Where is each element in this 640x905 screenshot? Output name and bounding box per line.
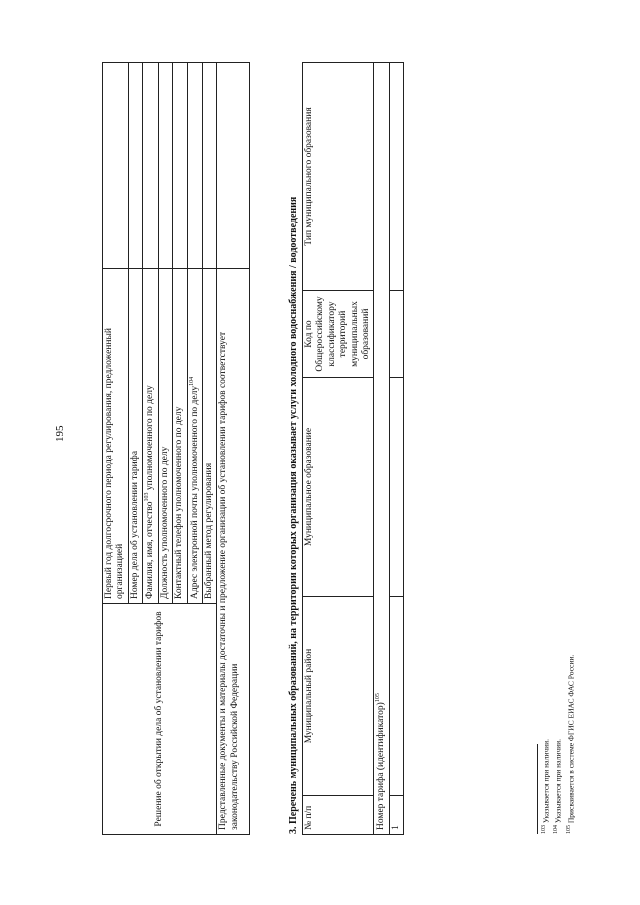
- phone-label: Контактный телефон уполномоченного по делу: [173, 269, 187, 604]
- cell: [389, 597, 403, 796]
- footnote-ref: 104: [188, 376, 195, 386]
- col-header-oktmo: Код по Общероссийскому классификатору территорий муниципальных образований: [303, 291, 374, 378]
- email-value: [187, 63, 203, 269]
- col-header-num: № п/п: [303, 796, 374, 835]
- col-header-type: Тип муниципального образования: [303, 63, 374, 291]
- footnote-item: [540, 655, 552, 834]
- documents-value: [217, 63, 250, 269]
- full-name-label: [143, 269, 159, 604]
- municipalities-table: [302, 62, 404, 835]
- footnote-text: Присваивается в системе ФГИС ЕИАС ФАС России.: [566, 654, 576, 825]
- section-title: 3. Перечень муниципальных образований, на территории которых организация оказывает услуги холодного водоснабжения / водоотведения: [288, 196, 299, 834]
- footnote-text: Указывается при наличии.: [553, 738, 563, 825]
- footnote-text: Указывается при наличии.: [541, 738, 551, 825]
- cell: [389, 291, 403, 378]
- method-value: [203, 63, 217, 269]
- col-header-district: Муниципальный район: [303, 597, 374, 796]
- case-number-value: [128, 63, 142, 269]
- position-value: [158, 63, 172, 269]
- footnote-ref: 103: [144, 492, 151, 502]
- email-label: [187, 269, 203, 604]
- full-name-text: Фамилия, имя, отчество: [145, 501, 156, 599]
- full-name-value: [143, 63, 159, 269]
- footnote-item: [552, 655, 564, 834]
- col-header-municipality: Муниципальное образование: [303, 378, 374, 597]
- cell: [389, 378, 403, 597]
- tariff-number-text: Номер тарифа (идентификатор): [376, 702, 387, 830]
- phone-value: [173, 63, 187, 269]
- table-row: [389, 63, 403, 835]
- table-row: [103, 63, 129, 835]
- method-label: Выбранный метод регулирования: [203, 269, 217, 604]
- row-number: 1: [389, 796, 403, 835]
- documents-label: Представленные документы и материалы достаточны и предложение организации об установлении тарифов соответствует законодательству Российской Федерации: [217, 269, 250, 835]
- page-number: 195: [54, 425, 66, 442]
- tariff-number-label: [374, 63, 390, 835]
- footnote-divider: [537, 744, 538, 834]
- full-name-suffix: уполномоченного по делу: [145, 385, 156, 493]
- table-row: [217, 63, 250, 835]
- footnote-num: 105: [565, 825, 572, 834]
- position-label: Должность уполномоченного по делу: [158, 269, 172, 604]
- case-number-label: Номер дела об установлении тарифа: [128, 269, 142, 604]
- footnote-num: 103: [541, 825, 547, 834]
- table-header-row: [303, 63, 374, 835]
- footnote-item: [565, 655, 577, 834]
- email-text: Адрес электронной почты уполномоченного по делу: [189, 385, 200, 599]
- footnote-num: 104: [553, 825, 560, 834]
- decision-label: Решение об открытии дела об установлении тарифов: [103, 604, 217, 835]
- footnote-ref: 105: [375, 693, 382, 703]
- cell: [389, 63, 403, 291]
- first-year-value: [103, 63, 129, 269]
- footnotes: [537, 655, 577, 834]
- table-row: [374, 63, 390, 835]
- decision-table: [102, 62, 250, 835]
- first-year-label: Первый год долгосрочного периода регулирования, предложенный организацией: [103, 269, 129, 604]
